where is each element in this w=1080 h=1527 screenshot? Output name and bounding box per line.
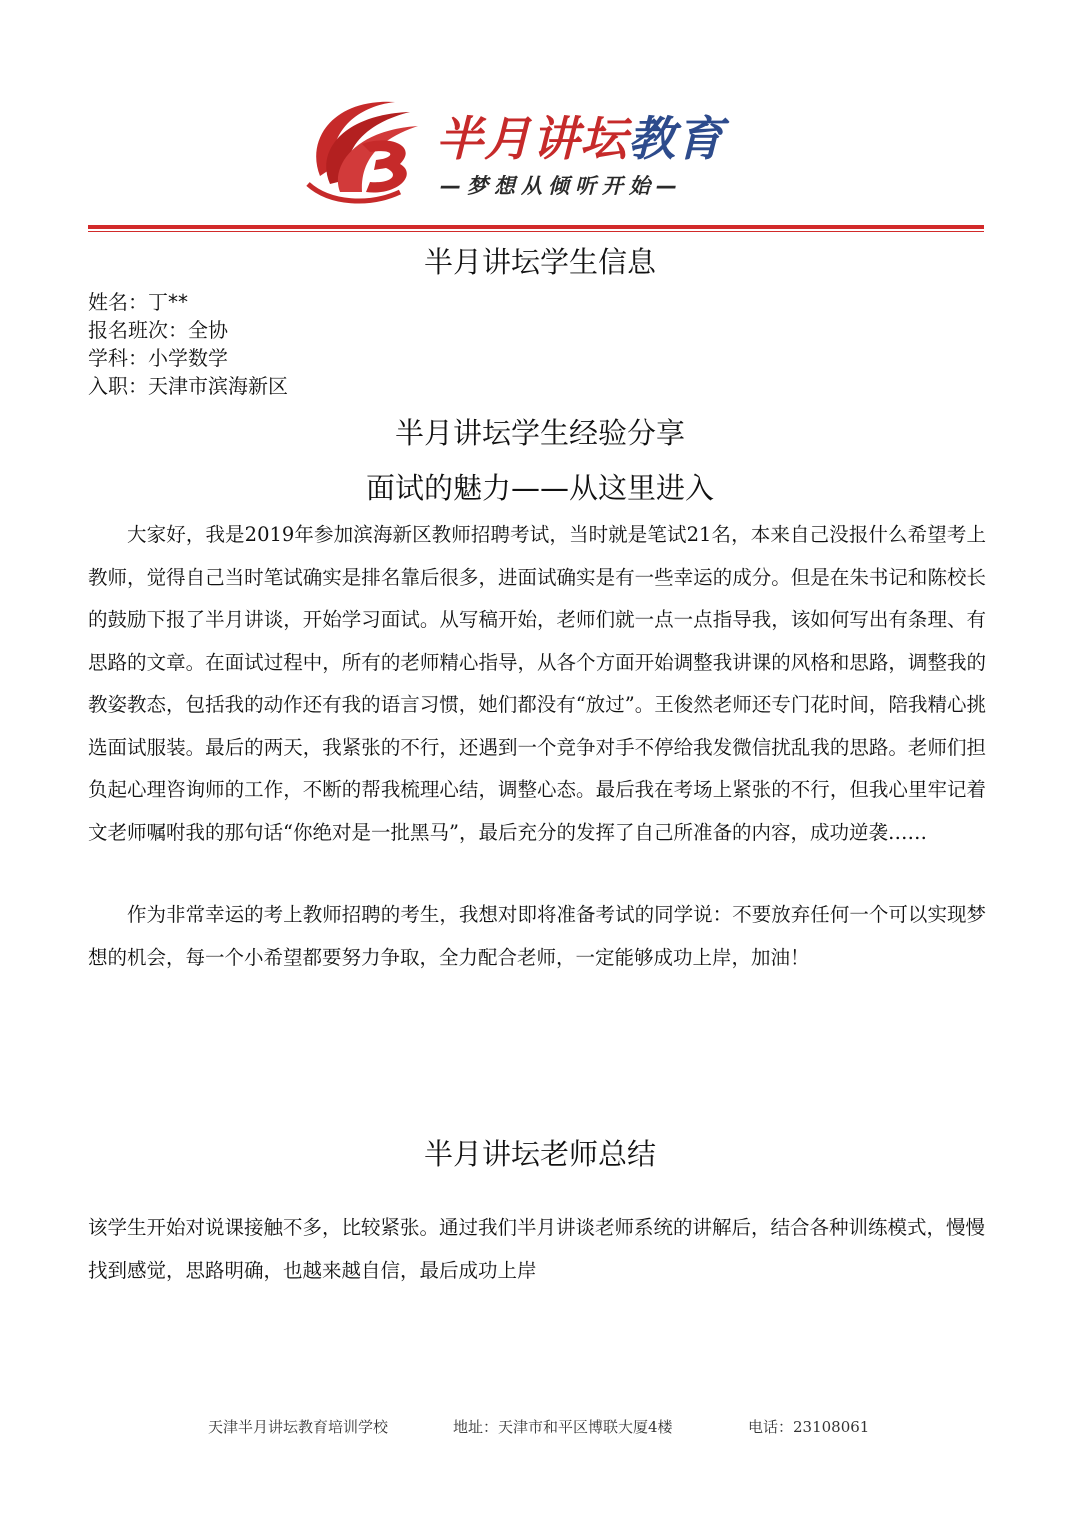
info-label: 姓名： <box>88 290 148 314</box>
experience-subtitle: 面试的魅力——从这里进入 <box>365 471 714 505</box>
footer-address: 地址：天津市和平区博联大厦4楼 <box>453 1418 673 1436</box>
info-value: 丁** <box>148 290 188 314</box>
info-row-name <box>88 288 188 316</box>
info-label: 学科： <box>88 346 148 370</box>
info-value: 天津市滨海新区 <box>148 374 288 398</box>
experience-paragraph-1: 大家好，我是2019年参加滨海新区教师招聘考试，当时就是笔试21名，本来自己没报什么希望考上教师，觉得自己当时笔试确实是排名靠后很多，进面试确实是有一些幸运的成分。但是在朱书记和陈校长的鼓励下报了半月讲谈，开始学习面试。从写稿开始，老师们就一点一点指导我，该如何写出有条理、有思路的文章。在面试过程中，所有的老师精心指导，从各个方面开始调整我讲课的风格和思路，调整我的教姿教态，包括我的动作还有我的语言习惯，她们都没有“放过”。王俊然老师还专门花时间，陪我精心挑选面试服装。最后的两天，我紧张的不行，还遇到一个竞争对手不停给我发微信扰乱我的思路。老师们担负起心理咨询师的工作，不断的帮我梳理心结，调整心态。最后我在考场上紧张的不行，但我心里牢记着文老师嘱咐我的那句话“你绝对是一批黑马”，最后充分的发挥了自己所准备的内容，成功逆袭…… <box>88 523 986 844</box>
teacher-summary-text: 该学生开始对说课接触不多，比较紧张。通过我们半月讲谈老师系统的讲解后，结合各种训练模式，慢慢找到感觉，思路明确，也越来越自信，最后成功上岸 <box>88 1216 986 1282</box>
brand-logo <box>300 88 770 208</box>
brand-name <box>436 102 724 169</box>
info-row-subject <box>88 344 228 372</box>
experience-title: 半月讲坛学生经验分享 <box>394 416 685 450</box>
header-divider-thin <box>88 231 984 232</box>
info-label: 入职： <box>88 374 148 398</box>
info-value: 全协 <box>188 318 228 342</box>
footer-school: 天津半月讲坛教育培训学校 <box>208 1418 389 1436</box>
brand-name-part2: 教育 <box>628 112 724 167</box>
brand-slogan: —梦想从倾听开始— <box>440 174 683 198</box>
experience-paragraph-2: 作为非常幸运的考上教师招聘的考生，我想对即将准备考试的同学说：不要放弃任何一个可以实现梦想的机会，每一个小希望都要努力争取，全力配合老师，一定能够成功上岸，加油！ <box>88 903 986 969</box>
teacher-summary-title: 半月讲坛老师总结 <box>423 1137 656 1171</box>
info-value: 小学数学 <box>148 346 228 370</box>
brand-name-part1: 半月讲坛 <box>436 112 628 167</box>
info-label: 报名班次： <box>88 318 188 342</box>
student-info-title: 半月讲坛学生信息 <box>423 245 656 279</box>
swirl-logo-icon <box>300 88 425 208</box>
header-divider <box>88 225 984 229</box>
info-row-employment <box>88 372 288 400</box>
footer-phone: 电话：23108061 <box>748 1418 870 1436</box>
info-row-class <box>88 316 228 344</box>
